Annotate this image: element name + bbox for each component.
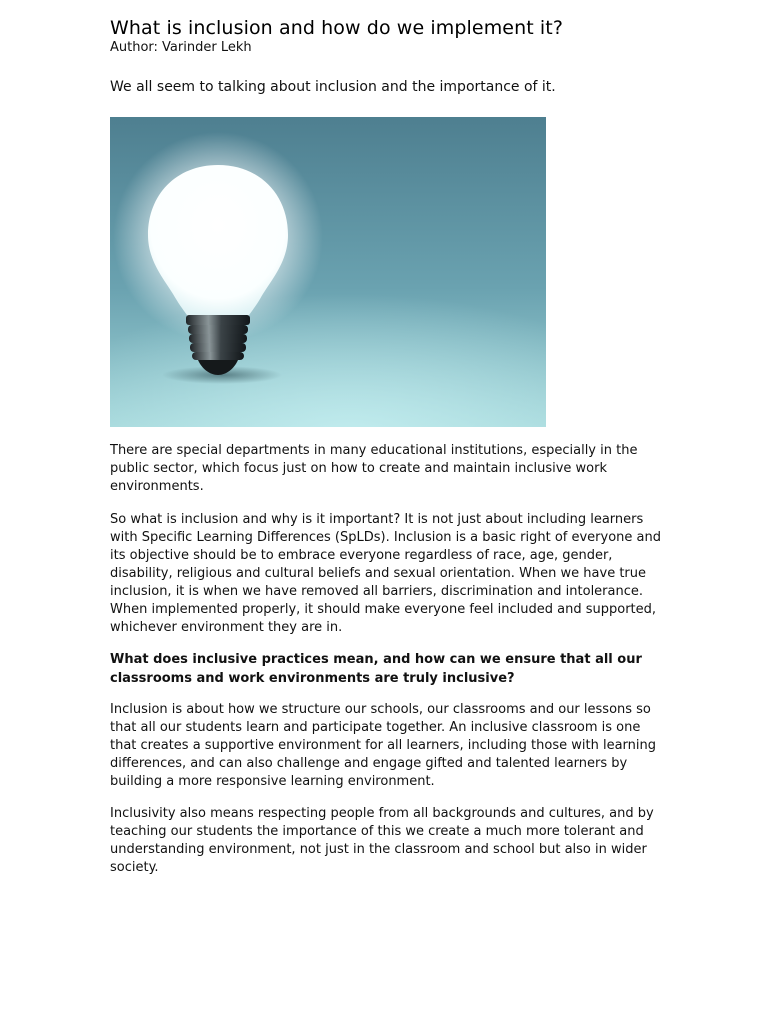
article [110,16,670,877]
section-subheading: What does inclusive practices mean, and how can we ensure that all our classrooms and work environments are truly inclusive? [110,652,642,686]
paragraph-what-is-inclusion: So what is inclusion and why is it important? It is not just about including learners with Specific Learning Differences (SpLDs). Inclusion is a basic right of everyone and its objective should be to embrace everyone regardless of race, age, gender, disability, religious and cultural beliefs and sexual orientation. When we have true inclusion, it is when we have removed all barriers, discrimination and intolerance. When implemented properly, it should make everyone feel included and supported, whichever environment they are in. [110,512,662,635]
article-title: What is inclusion and how do we implement it? [110,17,564,39]
paragraph-departments: There are special departments in many educational institutions, especially in the public sector, which focus just on how to create and maintain inclusive work environments. [110,443,638,494]
article-author: Author: Varinder Lekh [110,40,252,55]
paragraph-inclusive-classroom: Inclusion is about how we structure our schools, our classrooms and our lessons so that all our students learn and participate together. An inclusive classroom is one that creates a supportive environment for all learners, including those with learning differences, and can also challenge and engage gifted and talented learners by building a more responsive learning environment. [110,702,656,789]
paragraph-inclusivity: Inclusivity also means respecting people from all backgrounds and cultures, and by teaching our students the importance of this we create a much more tolerant and understanding environment, not just in the classroom and school but also in wider society. [110,806,654,875]
article-intro: We all seem to talking about inclusion and the importance of it. [110,79,556,95]
lightbulb-image [110,117,546,427]
